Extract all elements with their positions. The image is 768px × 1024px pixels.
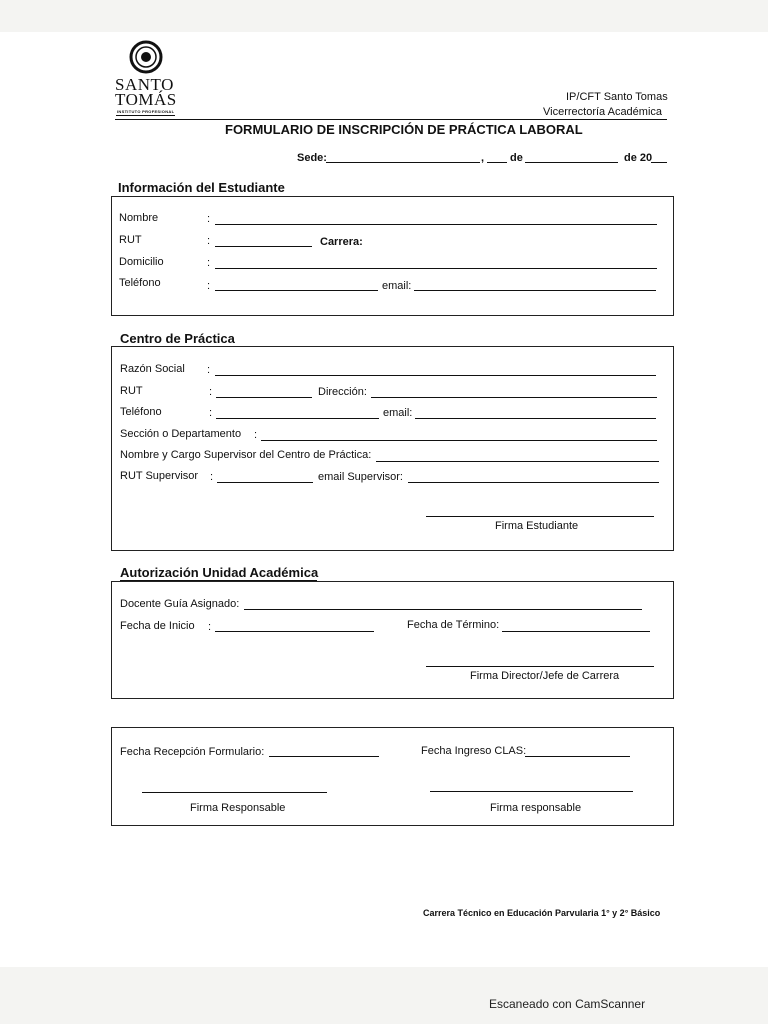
- centro-rut-label: RUT: [120, 385, 143, 397]
- section-title-centro: Centro de Práctica: [120, 331, 235, 346]
- razon-social-colon: :: [207, 364, 211, 376]
- telefono-field[interactable]: [215, 290, 378, 291]
- org-name: IP/CFT Santo Tomas: [566, 91, 668, 103]
- de-label: de: [510, 152, 523, 164]
- section-title-estudiante: Información del Estudiante: [118, 180, 285, 195]
- rut-label: RUT: [119, 234, 142, 246]
- logo-tagline: INSTITUTO PROFESIONAL: [117, 109, 175, 114]
- centro-telefono-field[interactable]: [216, 418, 379, 419]
- firma-director-label: Firma Director/Jefe de Carrera: [470, 670, 620, 682]
- docente-field[interactable]: [244, 609, 642, 610]
- centro-email-label: email:: [383, 407, 413, 419]
- de20-label: de 20: [624, 152, 653, 164]
- rut-supervisor-colon: :: [210, 471, 214, 483]
- centro-rut-field[interactable]: [216, 397, 312, 398]
- page-title: FORMULARIO DE INSCRIPCIÓN DE PRÁCTICA LABORAL: [225, 122, 583, 137]
- sede-label: Sede:: [297, 152, 327, 164]
- centro-email-field[interactable]: [415, 418, 656, 419]
- estudiante-box: [111, 196, 674, 316]
- fecha-termino-label: Fecha de Término:: [407, 619, 500, 631]
- org-department: Vicerrectoría Académica: [543, 106, 663, 118]
- telefono-label: Teléfono: [119, 277, 161, 289]
- logo-underline: [116, 115, 175, 116]
- email-field[interactable]: [414, 290, 656, 291]
- docente-label: Docente Guía Asignado:: [120, 598, 240, 610]
- email-supervisor-label: email Supervisor:: [318, 471, 403, 483]
- domicilio-colon: :: [207, 257, 211, 269]
- carrera-label: Carrera:: [320, 236, 363, 248]
- rut-supervisor-field[interactable]: [217, 482, 313, 483]
- firma-estudiante-line[interactable]: [426, 516, 654, 517]
- razon-social-label: Razón Social: [120, 363, 185, 375]
- domicilio-field[interactable]: [215, 268, 657, 269]
- nombre-colon: :: [207, 213, 211, 225]
- firma-responsable-1-line[interactable]: [142, 792, 327, 793]
- section-title-autorizacion: Autorización Unidad Académica: [120, 565, 319, 580]
- sede-field[interactable]: [326, 162, 480, 163]
- seccion-colon: :: [254, 429, 258, 441]
- rut-field[interactable]: [215, 246, 312, 247]
- month-field[interactable]: [525, 162, 618, 163]
- footer-carrera: Carrera Técnico en Educación Parvularia 1° y 2° Básico: [423, 908, 661, 918]
- fecha-termino-field[interactable]: [502, 631, 650, 632]
- seccion-field[interactable]: [261, 440, 657, 441]
- fecha-inicio-colon: :: [208, 621, 212, 633]
- logo-word-tomas: TOMÁS: [115, 90, 177, 109]
- supervisor-field[interactable]: [376, 461, 659, 462]
- domicilio-label: Domicilio: [119, 256, 164, 268]
- firma-director-line[interactable]: [426, 666, 654, 667]
- firma-estudiante-label: Firma Estudiante: [495, 520, 579, 532]
- razon-social-field[interactable]: [215, 375, 656, 376]
- nombre-field[interactable]: [215, 224, 657, 225]
- fecha-ingreso-label: Fecha Ingreso CLAS:: [421, 745, 527, 757]
- day-field[interactable]: [487, 162, 507, 163]
- firma-responsable-1-label: Firma Responsable: [190, 802, 286, 814]
- camscanner-watermark: Escaneado con CamScanner: [489, 997, 646, 1011]
- fecha-recepcion-field[interactable]: [269, 756, 379, 757]
- centro-telefono-label: Teléfono: [120, 406, 162, 418]
- year-field[interactable]: [651, 162, 667, 163]
- rut-supervisor-label: RUT Supervisor: [120, 470, 199, 482]
- header-rule: [115, 119, 667, 120]
- email-label: email:: [382, 280, 412, 292]
- direccion-label: Dirección:: [318, 386, 367, 398]
- seccion-label: Sección o Departamento: [120, 428, 242, 440]
- fecha-inicio-field[interactable]: [215, 631, 374, 632]
- rut-colon: :: [207, 235, 211, 247]
- nombre-label: Nombre: [119, 212, 159, 224]
- sede-comma: ,: [481, 152, 485, 164]
- email-supervisor-field[interactable]: [408, 482, 659, 483]
- fecha-inicio-label: Fecha de Inicio: [120, 620, 195, 632]
- centro-telefono-colon: :: [209, 407, 213, 419]
- supervisor-label: Nombre y Cargo Supervisor del Centro de Práctica:: [120, 449, 372, 461]
- seal-icon: [129, 40, 163, 74]
- firma-responsable-2-line[interactable]: [430, 791, 633, 792]
- fecha-recepcion-label: Fecha Recepción Formulario:: [120, 746, 265, 758]
- fecha-ingreso-field[interactable]: [525, 756, 630, 757]
- telefono-colon: :: [207, 280, 211, 292]
- firma-responsable-2-label: Firma responsable: [490, 802, 582, 814]
- centro-rut-colon: :: [209, 386, 213, 398]
- direccion-field[interactable]: [371, 397, 657, 398]
- logo-word-santo: SANTO: [115, 75, 174, 94]
